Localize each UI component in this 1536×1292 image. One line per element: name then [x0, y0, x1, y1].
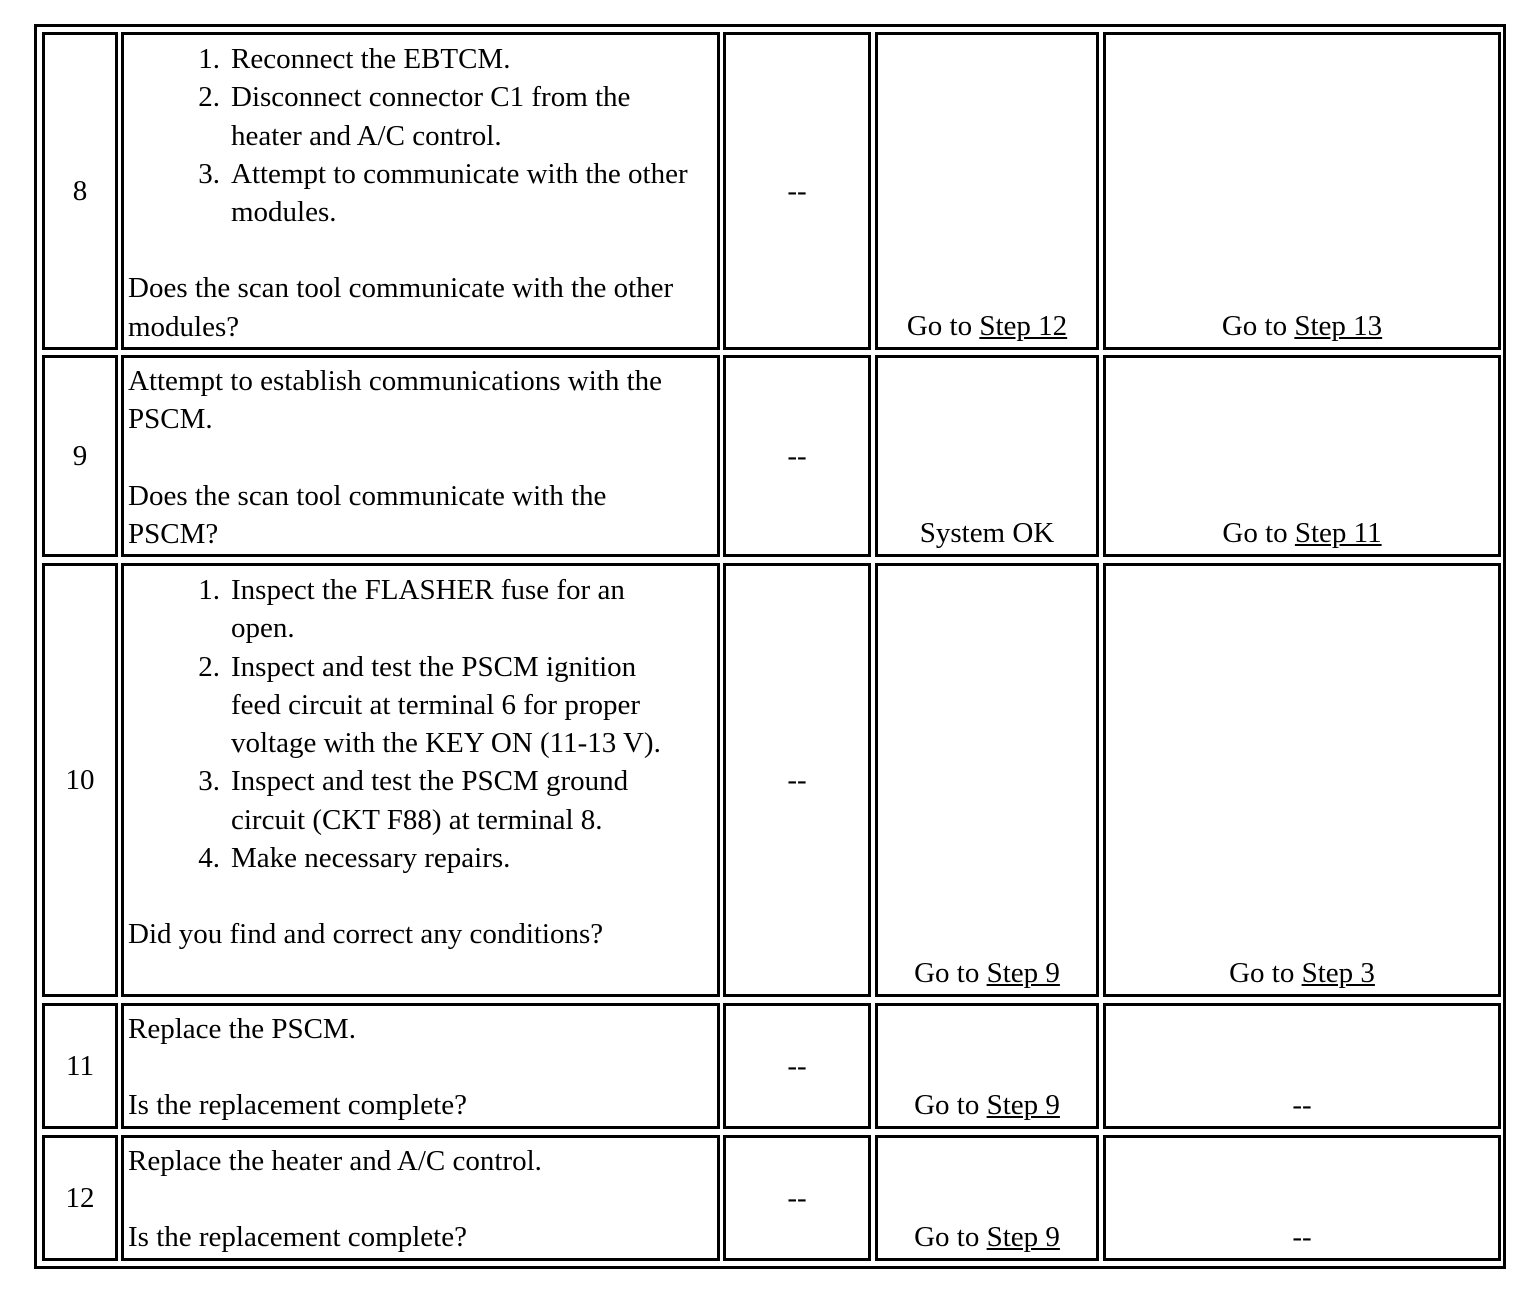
step-link[interactable]: Step 13: [1294, 309, 1383, 342]
value-cell: [723, 1135, 871, 1261]
value-cell: [723, 1003, 871, 1129]
no-cell: [1103, 1135, 1501, 1261]
step-number: 8: [72, 174, 88, 207]
yes-cell: Go to Step 9: [875, 1003, 1099, 1129]
step-link[interactable]: Step 11: [1294, 516, 1382, 549]
value-text: --: [787, 1181, 807, 1214]
diagnostic-table: [34, 24, 1506, 1269]
value-cell: [723, 563, 871, 997]
question-text: Does the scan tool communicate with the other modules?: [128, 272, 674, 343]
step-number-cell: [42, 1003, 118, 1129]
step-number: 9: [72, 439, 88, 472]
yes-cell: [875, 355, 1099, 557]
action-steps-list: [128, 571, 713, 877]
value-text: --: [787, 1049, 807, 1082]
question-text: Is the replacement complete?: [128, 1089, 467, 1122]
action-cell: [121, 563, 720, 997]
step-link[interactable]: Step 9: [986, 1088, 1060, 1121]
action-cell: [121, 32, 720, 350]
yes-cell: Go to Step 9: [875, 1135, 1099, 1261]
value-cell: [723, 355, 871, 557]
value-text: --: [787, 439, 807, 472]
question-text: Is the replacement complete?: [128, 1221, 467, 1254]
no-cell: [1103, 1003, 1501, 1129]
no-cell: Go to Step 11: [1103, 355, 1501, 557]
value-text: --: [787, 763, 807, 796]
instruction-text: Attempt to establish communications with the PSCM.: [128, 365, 663, 436]
instruction-text: Replace the PSCM.: [128, 1013, 356, 1045]
step-number-cell: [42, 32, 118, 350]
list-item: 4. Make necessary repairs.: [198, 842, 511, 875]
step-link[interactable]: Step 9: [986, 1220, 1060, 1253]
result-text: --: [1292, 1220, 1312, 1253]
step-number-cell: [42, 355, 118, 557]
list-item: 2. Disconnect connector C1 from the heater and A/C control.: [198, 81, 631, 152]
step-number: 10: [65, 763, 95, 796]
question-text: Did you find and correct any conditions?: [128, 918, 604, 951]
yes-cell: Go to Step 12: [875, 32, 1099, 350]
step-number: 12: [65, 1181, 95, 1214]
question-text: Does the scan tool communicate with the PSCM?: [128, 479, 607, 550]
value-text: --: [787, 174, 807, 207]
value-cell: [723, 32, 871, 350]
no-cell: Go to Step 13: [1103, 32, 1501, 350]
no-cell: Go to Step 3: [1103, 563, 1501, 997]
action-steps-list: [128, 40, 713, 231]
step-number-cell: [42, 563, 118, 997]
result-text: System OK: [919, 516, 1055, 549]
step-link[interactable]: Step 9: [986, 956, 1060, 989]
step-number: 11: [66, 1049, 94, 1082]
step-number-cell: [42, 1135, 118, 1261]
result-text: --: [1292, 1088, 1312, 1121]
action-cell: [121, 1135, 720, 1261]
instruction-text: Replace the heater and A/C control.: [128, 1145, 542, 1177]
list-item: 2. Inspect and test the PSCM ignition feed circuit at terminal 6 for proper voltage with the KEY ON (11-13 V).: [198, 650, 661, 760]
step-link[interactable]: Step 12: [979, 309, 1068, 342]
step-link[interactable]: Step 3: [1301, 956, 1375, 989]
list-item: 1. Inspect the FLASHER fuse for an open.: [198, 574, 625, 645]
action-cell: [121, 355, 720, 557]
action-cell: [121, 1003, 720, 1129]
yes-cell: Go to Step 9: [875, 563, 1099, 997]
list-item: 3. Inspect and test the PSCM ground circuit (CKT F88) at terminal 8.: [198, 765, 629, 836]
list-item: 3. Attempt to communicate with the other modules.: [198, 157, 688, 229]
list-item: 1. Reconnect the EBTCM.: [198, 43, 511, 75]
